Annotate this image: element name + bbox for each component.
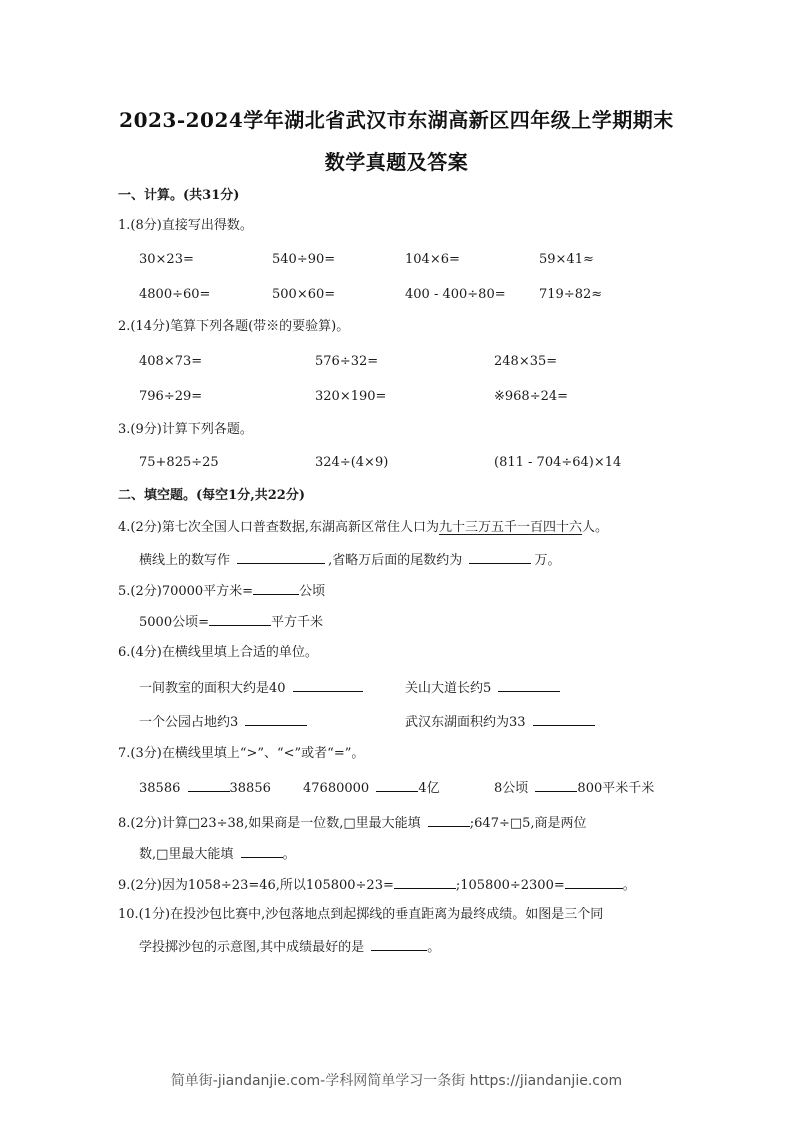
q1-item: 59×41≈ <box>539 252 594 267</box>
answer-blank[interactable] <box>533 712 595 726</box>
q4-text: 万。 <box>534 553 561 568</box>
q1-item: 500×60= <box>272 287 336 302</box>
q6-text: 关山大道长约5 <box>405 681 492 696</box>
document-title-line2: 数学真题及答案 <box>324 150 469 174</box>
q6-text: 一间教室的面积大约是40 <box>139 681 286 696</box>
q2-item: ※968÷24= <box>494 389 569 404</box>
q3-item: (811 - 704÷64)×14 <box>494 455 622 470</box>
q5-text: 平方千米 <box>270 615 323 630</box>
answer-blank[interactable] <box>469 550 531 564</box>
q4-suffix: 人。 <box>581 520 608 535</box>
q3-item: 75+825÷25 <box>139 455 219 470</box>
answer-blank[interactable] <box>245 712 307 726</box>
q2-item: 576÷32= <box>315 354 379 369</box>
q5-line2 <box>139 612 323 632</box>
q10-line2 <box>139 937 440 957</box>
q7-right: 4亿 <box>418 781 440 796</box>
q7-left: 38586 <box>139 781 181 796</box>
answer-blank[interactable] <box>394 875 456 889</box>
q1-item: 4800÷60= <box>139 287 211 302</box>
q3-prompt: 3.(9分)计算下列各题。 <box>118 422 253 437</box>
q9-text: 。 <box>622 878 636 893</box>
q8-text: ;647÷□5,商是两位 <box>469 816 587 831</box>
answer-blank[interactable] <box>376 778 418 792</box>
q4-text: 横线上的数写作 <box>139 553 231 568</box>
answer-blank[interactable] <box>241 844 283 858</box>
answer-blank[interactable] <box>428 813 470 827</box>
q6-item <box>405 712 598 732</box>
q4-line2 <box>139 550 560 570</box>
q1-item: 400 - 400÷80= <box>405 287 506 302</box>
answer-blank[interactable] <box>535 778 577 792</box>
q5-text: 5.(2分)70000平方米= <box>118 584 254 599</box>
q1-prompt: 1.(8分)直接写出得数。 <box>118 218 253 233</box>
q2-item: 320×190= <box>315 389 387 404</box>
q8-text: 数,□里最大能填 <box>139 847 234 862</box>
q9-text: ;105800÷2300= <box>455 878 565 893</box>
q4-underlined-number: 九十三万五千一百四十六 <box>438 520 582 535</box>
footer-watermark: 简单街-jiandanjie.com-学科网简单学习一条街 https://jiandanjie.com <box>170 1073 623 1089</box>
q1-item: 30×23= <box>139 252 194 267</box>
q9-text: 9.(2分)因为1058÷23=46,所以105800÷23= <box>118 878 394 893</box>
q3-item: 324÷(4×9) <box>315 455 389 470</box>
answer-blank[interactable] <box>209 612 271 626</box>
q7-right: 800平米千米 <box>577 781 655 796</box>
q2-item: 408×73= <box>139 354 203 369</box>
q6-text: 一个公园占地约3 <box>139 715 239 730</box>
q6-item <box>139 712 310 732</box>
answer-blank[interactable] <box>188 778 230 792</box>
q10-text: 学投掷沙包的示意图,其中成绩最好的是 <box>139 940 365 955</box>
q9-line <box>118 875 636 895</box>
q6-item <box>139 678 366 698</box>
q1-item: 540÷90= <box>272 252 336 267</box>
q7-left: 47680000 <box>303 781 370 796</box>
q8-text: 。 <box>282 847 296 862</box>
q6-prompt: 6.(4分)在横线里填上合适的单位。 <box>118 645 318 660</box>
q2-prompt: 2.(14分)笔算下列各题(带※的要验算)。 <box>118 319 350 334</box>
answer-blank[interactable] <box>371 937 427 951</box>
q4-line1 <box>118 519 608 537</box>
q8-line1 <box>118 813 587 833</box>
answer-blank[interactable] <box>293 678 363 692</box>
q10-text: 。 <box>427 940 441 955</box>
q6-item <box>405 678 563 698</box>
q2-item: 796÷29= <box>139 389 203 404</box>
q7-item <box>139 778 271 798</box>
q10-line1: 10.(1分)在投沙包比赛中,沙包落地点到起掷线的垂直距离为最终成绩。如图是三个同 <box>118 907 604 922</box>
section1-heading: 一、计算。(共31分) <box>118 188 240 203</box>
document-title-line1: 2023-2024学年湖北省武汉市东湖高新区四年级上学期期末 <box>119 108 674 132</box>
q7-item <box>303 778 440 798</box>
answer-blank[interactable] <box>498 678 560 692</box>
q7-prompt: 7.(3分)在横线里填上“>”、“<”或者“=”。 <box>118 746 365 761</box>
section2-heading: 二、填空题。(每空1分,共22分) <box>118 488 305 503</box>
q1-item: 719÷82≈ <box>539 287 603 302</box>
q4-prefix: 4.(2分)第七次全国人口普查数据,东湖高新区常住人口为 <box>118 520 439 535</box>
q1-item: 104×6= <box>405 252 460 267</box>
q8-text: 8.(2分)计算□23÷38,如果商是一位数,□里最大能填 <box>118 816 421 831</box>
q5-text: 公顷 <box>299 584 326 599</box>
q5-line1 <box>118 581 325 601</box>
q7-left: 8公顷 <box>494 781 529 796</box>
q6-text: 武汉东湖面积约为33 <box>405 715 526 730</box>
answer-blank[interactable] <box>565 875 623 889</box>
answer-blank[interactable] <box>237 550 325 564</box>
q4-text: ,省略万后面的尾数约为 <box>328 553 463 568</box>
q7-item <box>494 778 654 798</box>
q7-right: 38856 <box>229 781 271 796</box>
q8-line2 <box>139 844 296 864</box>
q5-text: 5000公顷= <box>139 615 209 630</box>
q2-item: 248×35= <box>494 354 558 369</box>
answer-blank[interactable] <box>253 581 299 595</box>
